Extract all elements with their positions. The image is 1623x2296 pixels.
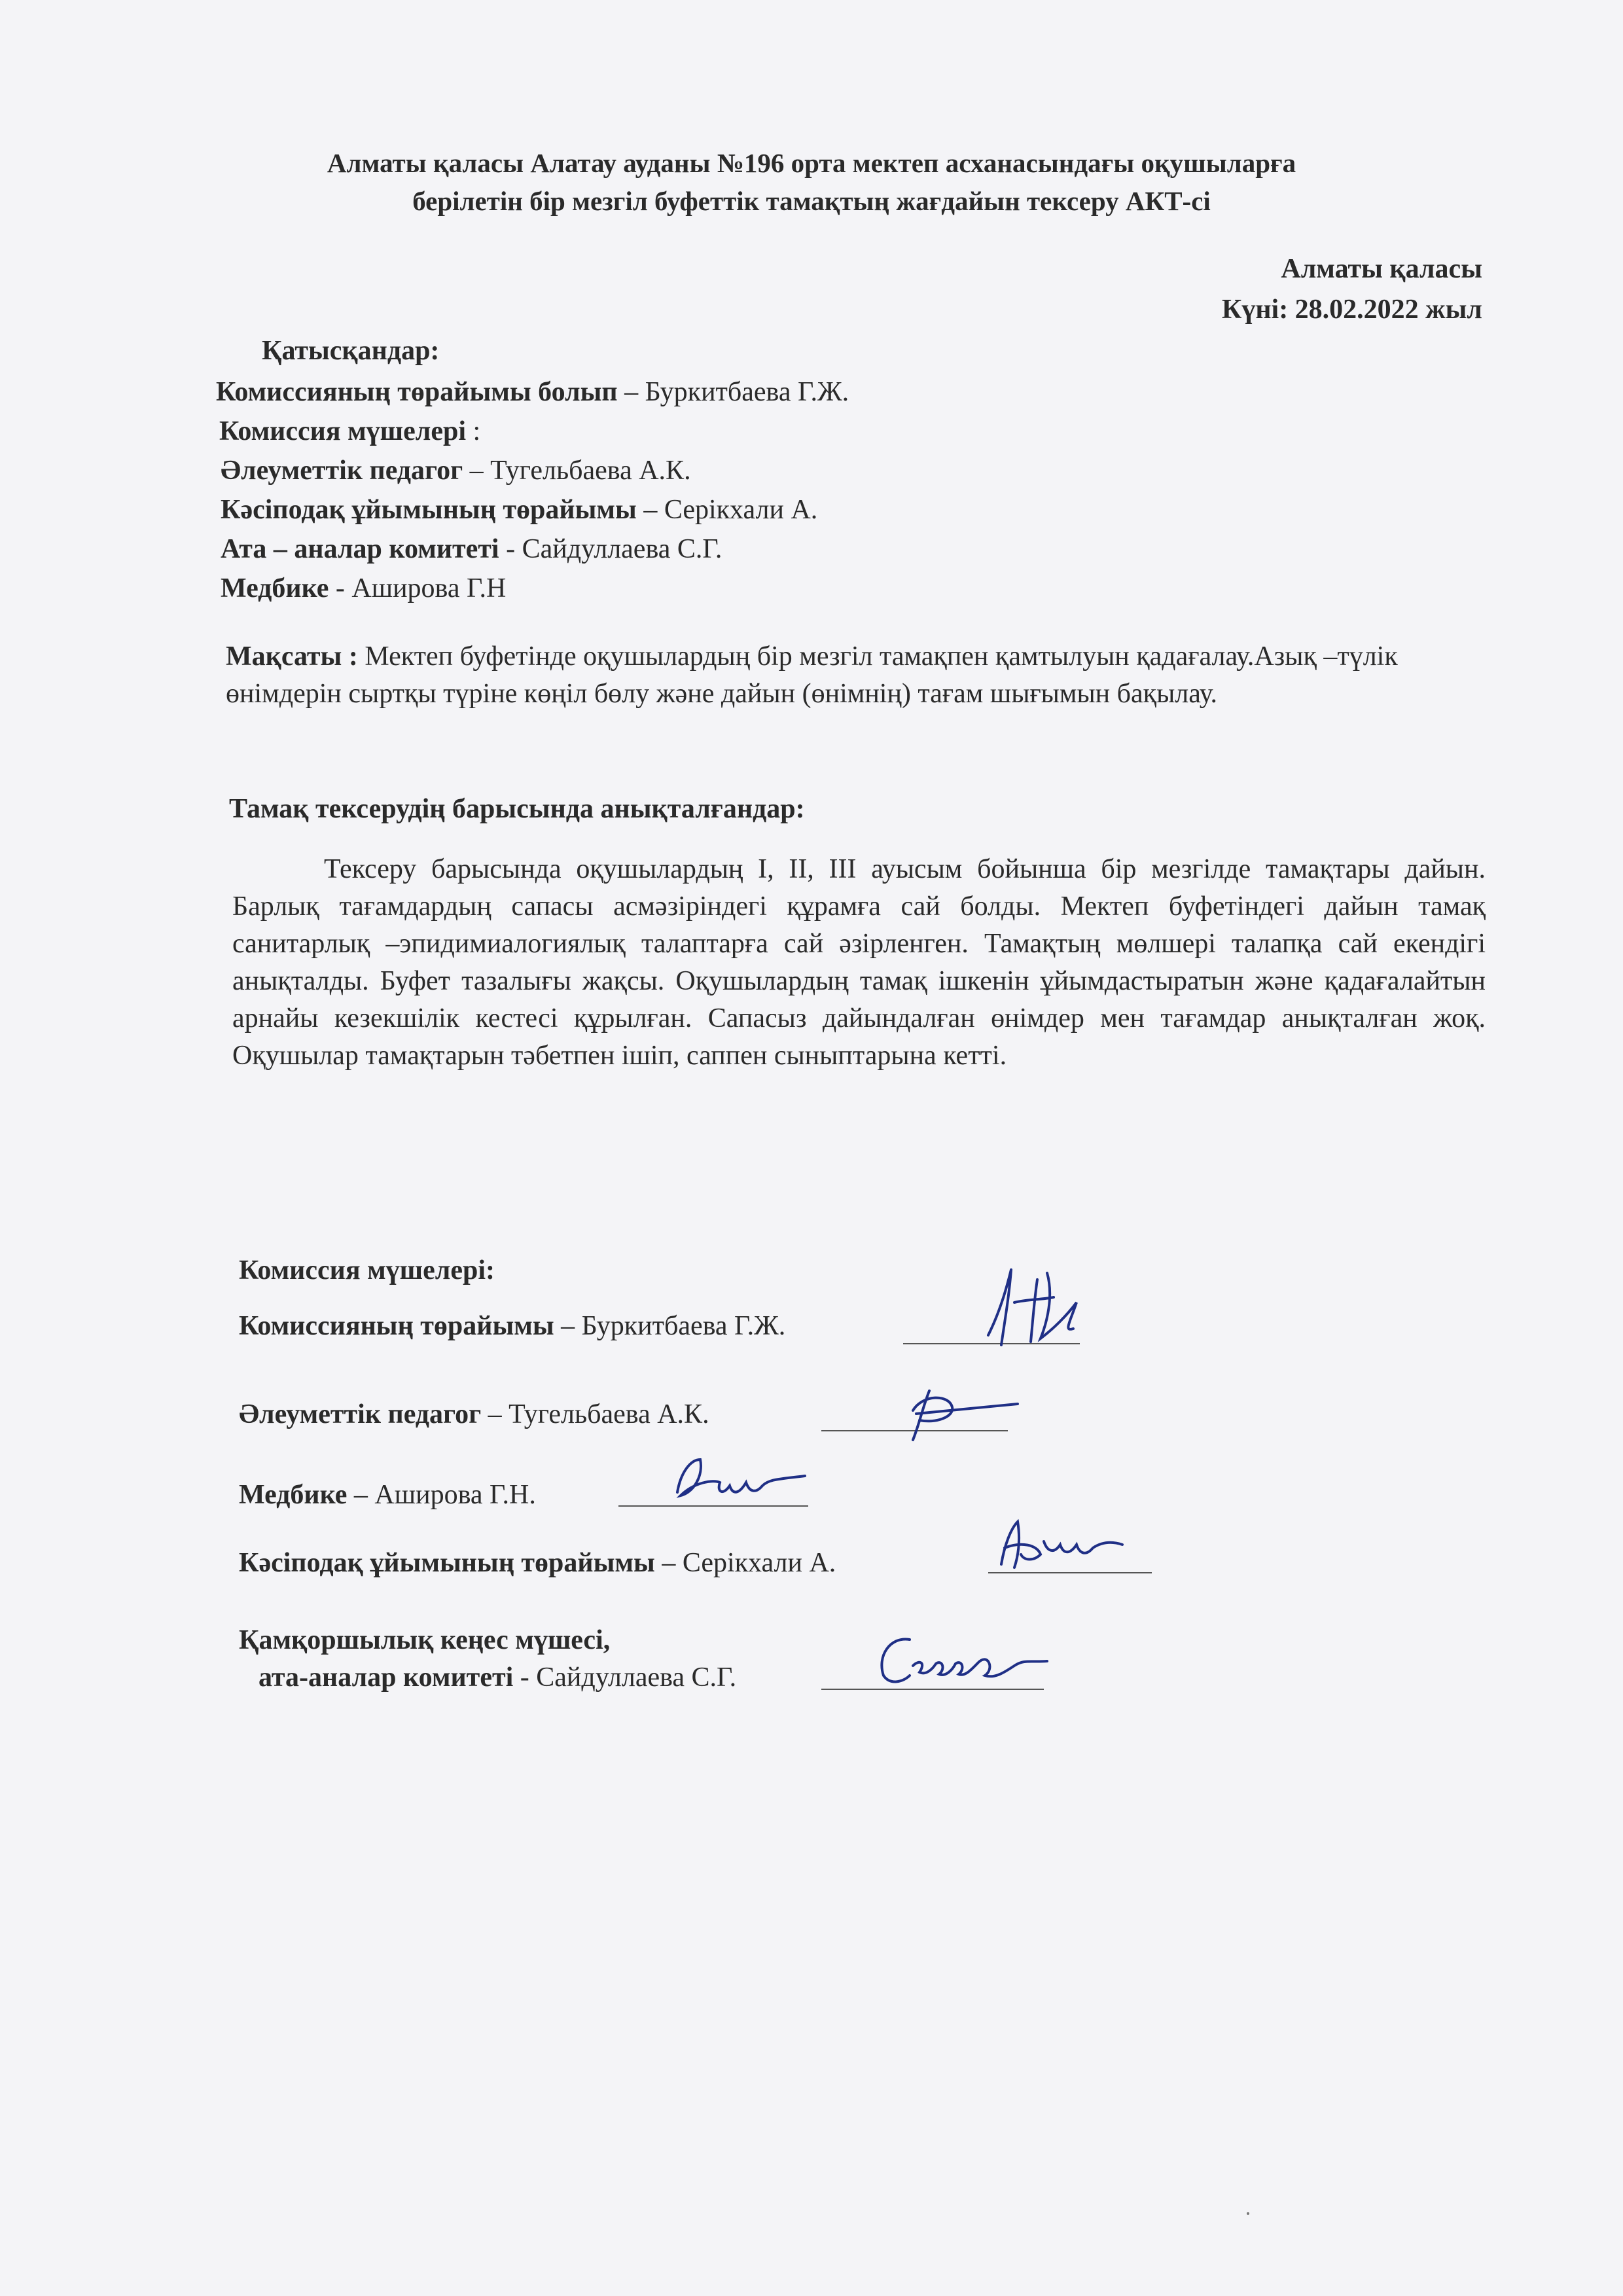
signature-union-label: Кәсіподақ ұйымының төрайымы <box>239 1548 655 1578</box>
signature-parents-label: ата-аналар комитеті <box>259 1662 514 1693</box>
findings-heading: Тамақ тексерудің барысында анықталғандар: <box>229 794 805 824</box>
signature-chair-image <box>975 1257 1093 1355</box>
signature-social-label: Әлеуметтік педагог <box>239 1399 482 1429</box>
signature-nurse-image <box>654 1446 812 1512</box>
participant-union-value: – Серікхали А. <box>636 495 818 525</box>
signature-parents-row <box>259 1660 736 1695</box>
participant-members-value: : <box>466 416 481 446</box>
participant-parents-label: Ата – аналар комитеті <box>221 534 499 564</box>
participant-union <box>221 493 817 527</box>
participant-social <box>221 454 691 488</box>
participant-members-label: Комиссия мүшелері <box>219 416 467 446</box>
participant-chair-value: – Буркитбаева Г.Ж. <box>617 377 849 407</box>
date-label: Күні: 28.02.2022 жыл <box>1221 295 1482 325</box>
signature-nurse-value: – Аширова Г.Н. <box>347 1480 536 1510</box>
participant-chair <box>216 375 849 409</box>
scan-speck <box>1247 2212 1249 2215</box>
signature-chair-label: Комиссияның төрайымы <box>239 1311 554 1341</box>
goal-paragraph <box>226 638 1430 713</box>
signature-chair-row <box>239 1309 785 1343</box>
signature-social-image <box>890 1374 1021 1446</box>
participant-parents <box>221 532 722 566</box>
participant-union-label: Кәсіподақ ұйымының төрайымы <box>221 495 637 525</box>
signature-social-row <box>239 1397 709 1431</box>
participant-members <box>219 414 480 448</box>
signature-union-row <box>239 1546 836 1580</box>
goal-text: Мектеп буфетінде оқушылардың бір мезгіл тамақпен қамтылуын қадағалау.Азық –түлік өнімдерін сыртқы түріне көңіл бөлу және дайын (өнімнің) тағам шығымын бақылау. <box>226 641 1398 709</box>
signature-nurse-label: Медбике <box>239 1480 348 1510</box>
goal-label: Мақсаты : <box>226 641 358 672</box>
participant-nurse-value: - Аширова Г.Н <box>329 573 507 603</box>
signature-parents-value: - Сайдуллаева С.Г. <box>513 1662 737 1693</box>
participants-heading: Қатысқандар: <box>262 336 440 366</box>
signature-chair-value: – Буркитбаева Г.Ж. <box>554 1311 786 1341</box>
signature-nurse-row <box>239 1478 536 1512</box>
document-title-line2: берілетін бір мезгіл буфеттік тамақтың жағдайын тексеру АКТ-сі <box>412 186 1211 216</box>
participant-nurse <box>221 571 506 605</box>
findings-paragraph: Тексеру барысында оқушылардың I, II, III ауысым бойынша бір мезгілде тамақтары дайын. Барлық тағамдардың сапасы асмәзіріндегі құрамға сай болды. Мектеп буфетіндегі дайын тамақ санитарлық –эпидимиалогиялық талаптарға сай әзірленген. Тамақтың мөлшері талапқа сай екендігі анықталды. Буфет тазалығы жақсы. Оқушылардың тамақ ішкенін ұйымдастыратын және қадағалайтын арнайы кезекшілік кестесі құрылған. Сапасыз дайындалған өнімдер мен тағамдар анықталған жоқ. Оқушылар тамақтарын тәбетпен ішіп, саппен сыныптарына кетті. <box>232 854 1486 1071</box>
signature-social-value: – Тугельбаева А.К. <box>481 1399 709 1429</box>
participant-chair-label: Комиссияның төрайымы болып <box>216 377 618 407</box>
signature-union-image <box>982 1509 1132 1581</box>
signature-parents-image <box>864 1623 1054 1695</box>
document-title-line1: Алматы қаласы Алатау ауданы №196 орта мектеп асханасындағы оқушыларға <box>327 148 1296 178</box>
participant-parents-value: - Сайдуллаева С.Г. <box>499 534 722 564</box>
participant-nurse-label: Медбике <box>221 573 329 603</box>
city-label: Алматы қаласы <box>1281 254 1482 284</box>
signature-trustee-label: Қамқоршылық кеңес мүшесі, <box>239 1625 611 1655</box>
signatures-heading: Комиссия мүшелері: <box>239 1255 495 1285</box>
participant-social-label: Әлеуметтік педагог <box>221 456 463 486</box>
signature-union-value: – Серікхали А. <box>654 1548 836 1578</box>
participant-social-value: – Тугельбаева А.К. <box>463 456 691 486</box>
